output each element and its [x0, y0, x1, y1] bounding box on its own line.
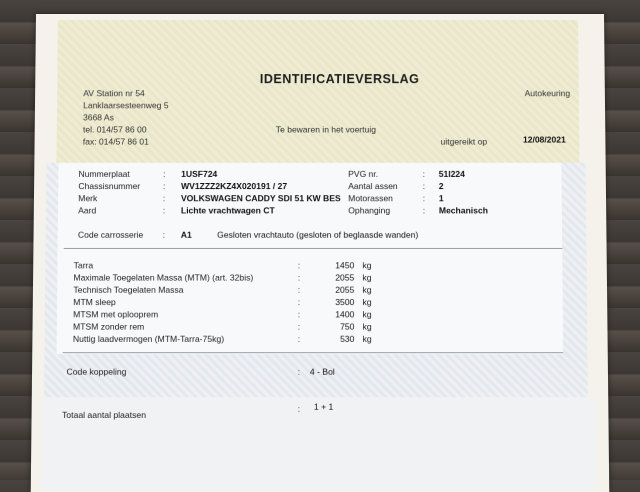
brand-value: VOLKSWAGEN CADDY SDI 51 KW BES [180, 193, 341, 204]
seats-label: Totaal aantal plaatsen [61, 409, 147, 421]
ttm-value: 2055 [335, 284, 355, 295]
axles-value: 2 [438, 180, 444, 192]
mtsm-oploop-value: 1400 [335, 309, 355, 320]
mtm-sleep-value: 3500 [335, 296, 355, 308]
mtm-sleep-label: MTM sleep [73, 296, 116, 308]
suspension-value: Mechanisch [438, 205, 488, 216]
tarra-value: 1450 [335, 260, 355, 271]
kind-value: Lichte vrachtwagen CT [180, 205, 275, 216]
ttm-unit: kg [362, 284, 372, 295]
mtsm-zonder-label: MTSM zonder rem [72, 321, 145, 332]
ttm-label: Technisch Toegelaten Massa [73, 284, 184, 295]
carrosserie-desc: Gesloten vrachtauto (gesloten of beglaasde wanden) [217, 229, 419, 240]
coupling-label: Code koppeling [66, 366, 127, 377]
mtm-sleep-unit: kg [362, 296, 372, 308]
station-line: AV Station nr 54 [83, 88, 145, 99]
pvg-label: PVG nr. [348, 168, 379, 179]
payload-value: 530 [340, 333, 355, 344]
issued-label: uitgereikt op [440, 136, 488, 147]
coupling-value: 4 - Bol [309, 366, 335, 377]
header-right-label: Autokeuring [524, 88, 571, 99]
document-title: IDENTIFICATIEVERSLAG [259, 72, 420, 87]
address-line: Lanklaarsesteenweg 5 [83, 100, 169, 111]
kind-label: Aard [78, 205, 97, 216]
fax-line: fax: 014/57 86 01 [82, 136, 149, 147]
brand-label: Merk [78, 193, 98, 204]
mtm-unit: kg [362, 272, 372, 283]
city-line: 3668 As [83, 112, 114, 123]
keep-note: Te bewaren in het voertuig [275, 124, 376, 135]
carrosserie-code: A1 [180, 229, 192, 240]
tarra-unit: kg [362, 260, 372, 271]
plate-value: 1USF724 [181, 168, 218, 179]
seats-value: 1 + 1 [313, 401, 334, 412]
divider [64, 248, 563, 249]
mtsm-oploop-unit: kg [362, 309, 372, 320]
divider [63, 352, 564, 353]
axles-label: Aantal assen [348, 180, 398, 192]
phone-line: tel. 014/57 86 00 [82, 124, 147, 135]
issued-date: 12/08/2021 [522, 134, 566, 145]
plate-label: Nummerplaat [78, 168, 130, 179]
mtm-value: 2055 [335, 272, 355, 283]
pvg-value: 51I224 [438, 168, 465, 179]
tarra-label: Tarra [73, 260, 94, 271]
mtsm-zonder-unit: kg [362, 321, 372, 332]
mtsm-zonder-value: 750 [340, 321, 355, 332]
motor-axles-value: 1 [438, 193, 444, 204]
chassis-value: WV1ZZZ2KZ4X020191 / 27 [181, 180, 288, 192]
payload-unit: kg [362, 333, 372, 344]
chassis-label: Chassisnummer [78, 180, 141, 192]
mtm-label: Maximale Toegelaten Massa (MTM) (art. 32bis) [73, 272, 254, 283]
document-paper: IDENTIFICATIEVERSLAG AV Station nr 54 Lanklaarsesteenweg 5 3668 As tel. 014/57 86 00 fax: 014/57 86 01 Autokeuring Te bewaren in het voertuig uitgereikt op 12/08/2021 Nummerplaat : 1USF724 Chassisnummer : WV1ZZZ2KZ4X020191 / 27 Merk : VOLKSWAGEN CADDY SDI 51 KW BES Aard : Lichte vrachtwagen CT PVG nr. : 51I224 Aantal assen : 2 Motorassen : 1 Ophanging : Mechanisch Code carrosserie : A1 Gesloten vrachtauto (gesloten of beglaasde wanden) Tarra : 1450 kg Maximale Toegelaten Massa (MTM) (art. 32bis) : 2055 kg Technisch Toegelaten Massa : 2055 kg MTM sleep : 3500 kg MTSM met oplooprem : 1400 kg MTSM zonder rem : 750 kg Nuttig laadvermogen (MTM-Tarra-75kg) : 530 kg Code koppeling : 4 - Bol Totaal aantal plaatsen : 1 + 1 [31, 14, 610, 492]
carrosserie-label: Code carrosserie [77, 229, 144, 240]
suspension-label: Ophanging [348, 205, 391, 216]
motor-axles-label: Motorassen [348, 193, 393, 204]
payload-label: Nuttig laadvermogen (MTM-Tarra-75kg) [72, 333, 225, 344]
mtsm-oploop-label: MTSM met oplooprem [73, 309, 159, 320]
